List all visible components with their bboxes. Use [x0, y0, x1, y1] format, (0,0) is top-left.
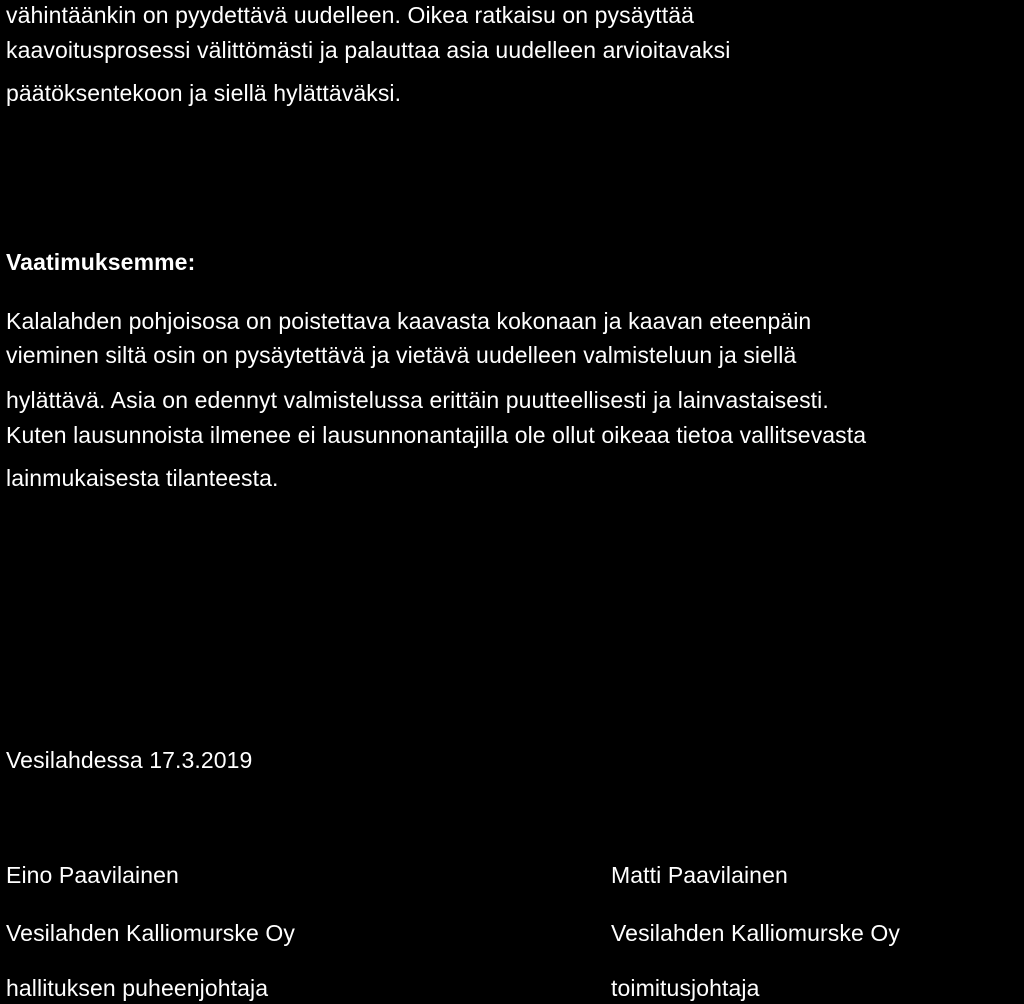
demands-line-4: Kuten lausunnoista ilmenee ei lausunnonantajilla ole ollut oikeaa tietoa vallitsevasta — [6, 422, 867, 448]
intro-line-2: kaavoitusprosessi välittömästi ja palauttaa asia uudelleen arvioitavaksi — [6, 37, 731, 63]
signatory-1-role: hallituksen puheenjohtaja — [6, 975, 269, 1001]
demands-line-3: hylättävä. Asia on edennyt valmistelussa erittäin puutteellisesti ja lainvastaisesti. — [6, 387, 829, 413]
signatory-1-company: Vesilahden Kalliomurske Oy — [6, 920, 295, 946]
signatory-2-role: toimitusjohtaja — [611, 975, 760, 1001]
intro-line-1: vähintäänkin on pyydettävä uudelleen. Oikea ratkaisu on pysäyttää — [6, 2, 694, 28]
signatory-1-name: Eino Paavilainen — [6, 862, 179, 888]
demands-line-2: vieminen siltä osin on pysäytettävä ja vietävä uudelleen valmisteluun ja siellä — [6, 342, 797, 368]
place-date: Vesilahdessa 17.3.2019 — [6, 747, 253, 773]
demands-line-1: Kalalahden pohjoisosa on poistettava kaavasta kokonaan ja kaavan eteenpäin — [6, 308, 812, 334]
signatory-2-name: Matti Paavilainen — [611, 862, 788, 888]
signatory-2-company: Vesilahden Kalliomurske Oy — [611, 920, 900, 946]
demands-heading: Vaatimuksemme: — [6, 249, 196, 275]
demands-line-5: lainmukaisesta tilanteesta. — [6, 465, 279, 491]
intro-line-3: päätöksentekoon ja siellä hylättäväksi. — [6, 80, 402, 106]
